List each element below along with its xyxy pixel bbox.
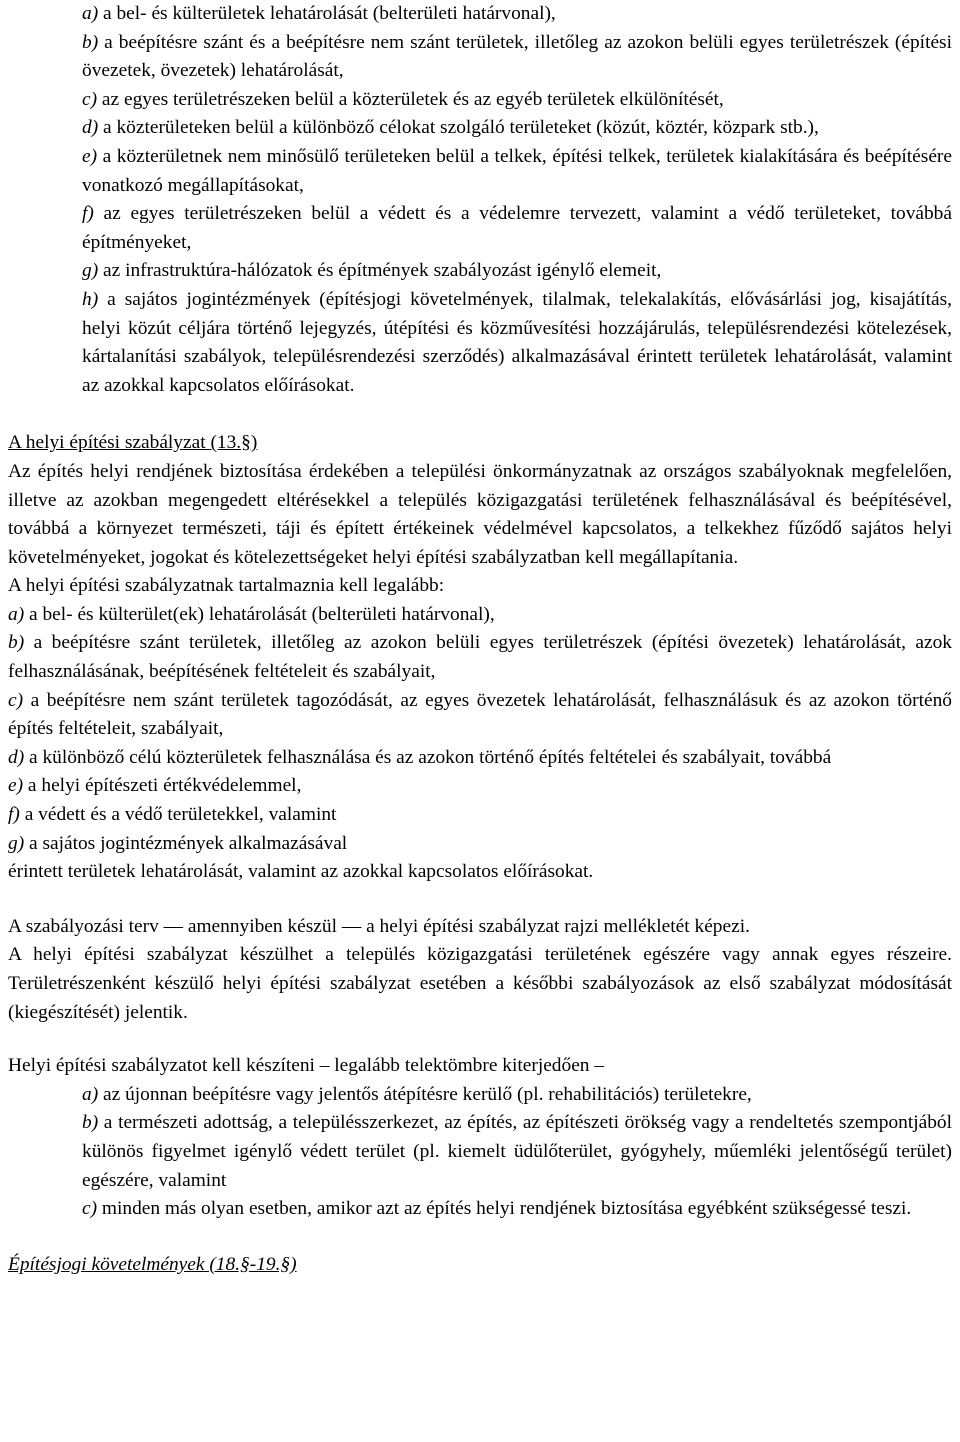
- paragraph-closing: érintett területek lehatárolását, valamint az azokkal kapcsolatos előírásokat.: [8, 861, 594, 883]
- scope-list-2: [8, 601, 952, 858]
- list-item: g) az infrastruktúra-hálózatok és építmények szabályozást igénylő elemeit,: [82, 260, 662, 282]
- scope-list-1: [8, 0, 952, 400]
- paragraph-regulation-plan: A szabályozási terv — amennyiben készül — a helyi építési szabályzat rajzi mellékletét képezi.: [8, 915, 750, 937]
- list-item: a) az újonnan beépítésre vagy jelentős átépítésre kerülő (pl. rehabilitációs) területekre,: [82, 1083, 752, 1105]
- list-item: c) az egyes területrészeken belül a közterületek és az egyéb területek elkülönítését,: [82, 88, 724, 110]
- list-item: e) a közterületnek nem minősülő területeken belül a telkek, építési telkek, területek kialakítására és beépítésére vonatkozó megállapításokat,: [82, 145, 952, 196]
- paragraph-required-lead: Helyi építési szabályzatot kell készíteni – legalább telektömbre kiterjedően –: [8, 1055, 605, 1077]
- list-item: a) a bel- és külterületek lehatárolását (belterületi határvonal),: [82, 3, 556, 24]
- list-item: f) a védett és a védő területekkel, valamint: [8, 804, 337, 826]
- list-item: f) az egyes területrészeken belül a védett és a védelemre tervezett, valamint a védő területeket, továbbá építményeket,: [82, 203, 952, 253]
- list-item: h) a sajátos jogintézmények (építésjogi követelmények, tilalmak, telekalakítás, elővásárlási jog, kisajátítás, helyi közút céljára történő lejegyzés, útépítési és közművesítési hozzájárulás, településrendezési kötelezések, kártalanítási szabályok, településrendezési szerződés) alkalmazásával érintett területek lehatárolását, valamint az azokkal kapcsolatos előírásokat.: [82, 288, 952, 396]
- paragraph-intro: Az építés helyi rendjének biztosítása érdekében a települési önkormányzatnak az országos szabályoknak megfelelően, illetve az azokban megengedett eltérésekkel a település közigazgatási területének felhasználásával és beépítésével, továbbá a környezet természeti, táji és épített értékeinek védelmével kapcsolatos, a telkekhez fűződő sajátos helyi követelményeket, jogokat és kötelezettségeket helyi építési szabályzatban kell megállapítania.: [8, 460, 952, 568]
- list-item: e) a helyi építészeti értékvédelemmel,: [8, 775, 302, 797]
- list-item: d) a közterületeken belül a különböző célokat szolgáló területeket (közút, köztér, közpark stb.),: [82, 117, 819, 139]
- list-item: b) a természeti adottság, a településszerkezet, az építés, az építészeti örökség vagy a rendeltetés szempontjából különös figyelmet igénylő védett terület (pl. kiemelt üdülőterület, gyógyhely, műemléki jelentőségű terület) egészére, valamint: [82, 1112, 952, 1191]
- list-item: g) a sajátos jogintézmények alkalmazásával: [8, 832, 348, 854]
- paragraph-lead: A helyi építési szabályzatnak tartalmaznia kell legalább:: [8, 575, 445, 597]
- section-heading-building-law: Építésjogi követelmények (18.§-19.§): [8, 1253, 297, 1275]
- list-item: c) a beépítésre nem szánt területek tagozódását, az egyes övezetek lehatárolását, felhasználásuk és az azokon történő építés feltételeit, szabályait,: [8, 689, 952, 740]
- section-heading-local-regulation: A helyi építési szabályzat (13.§): [8, 432, 258, 454]
- list-item: d) a különböző célú közterületek felhasználása és az azokon történő építés feltételei és szabályait, továbbá: [8, 746, 832, 768]
- paragraph-partial-regulation: A helyi építési szabályzat készülhet a település közigazgatási területének egészére vagy annak egyes részeire. Területrészenként készülő helyi építési szabályzat esetében a későbbi szabályozások az első szabályzat módosítását (kiegészítését) jelentik.: [8, 944, 952, 1023]
- list-item: c) minden más olyan esetben, amikor azt az építés helyi rendjének biztosítása egyébként szükségessé teszi.: [82, 1198, 912, 1220]
- scope-list-3: [8, 1081, 952, 1224]
- list-item: b) a beépítésre szánt és a beépítésre nem szánt területek, illetőleg az azokon belüli egyes területrészek (építési övezetek, övezetek) lehatárolását,: [82, 31, 952, 82]
- list-item: b) a beépítésre szánt területek, illetőleg az azokon belüli egyes területrészek (építési övezetek) lehatárolását, azok felhasználásának, beépítésének feltételeit és szabályait,: [8, 632, 952, 683]
- list-item: a) a bel- és külterület(ek) lehatárolását (belterületi határvonal),: [8, 603, 495, 625]
